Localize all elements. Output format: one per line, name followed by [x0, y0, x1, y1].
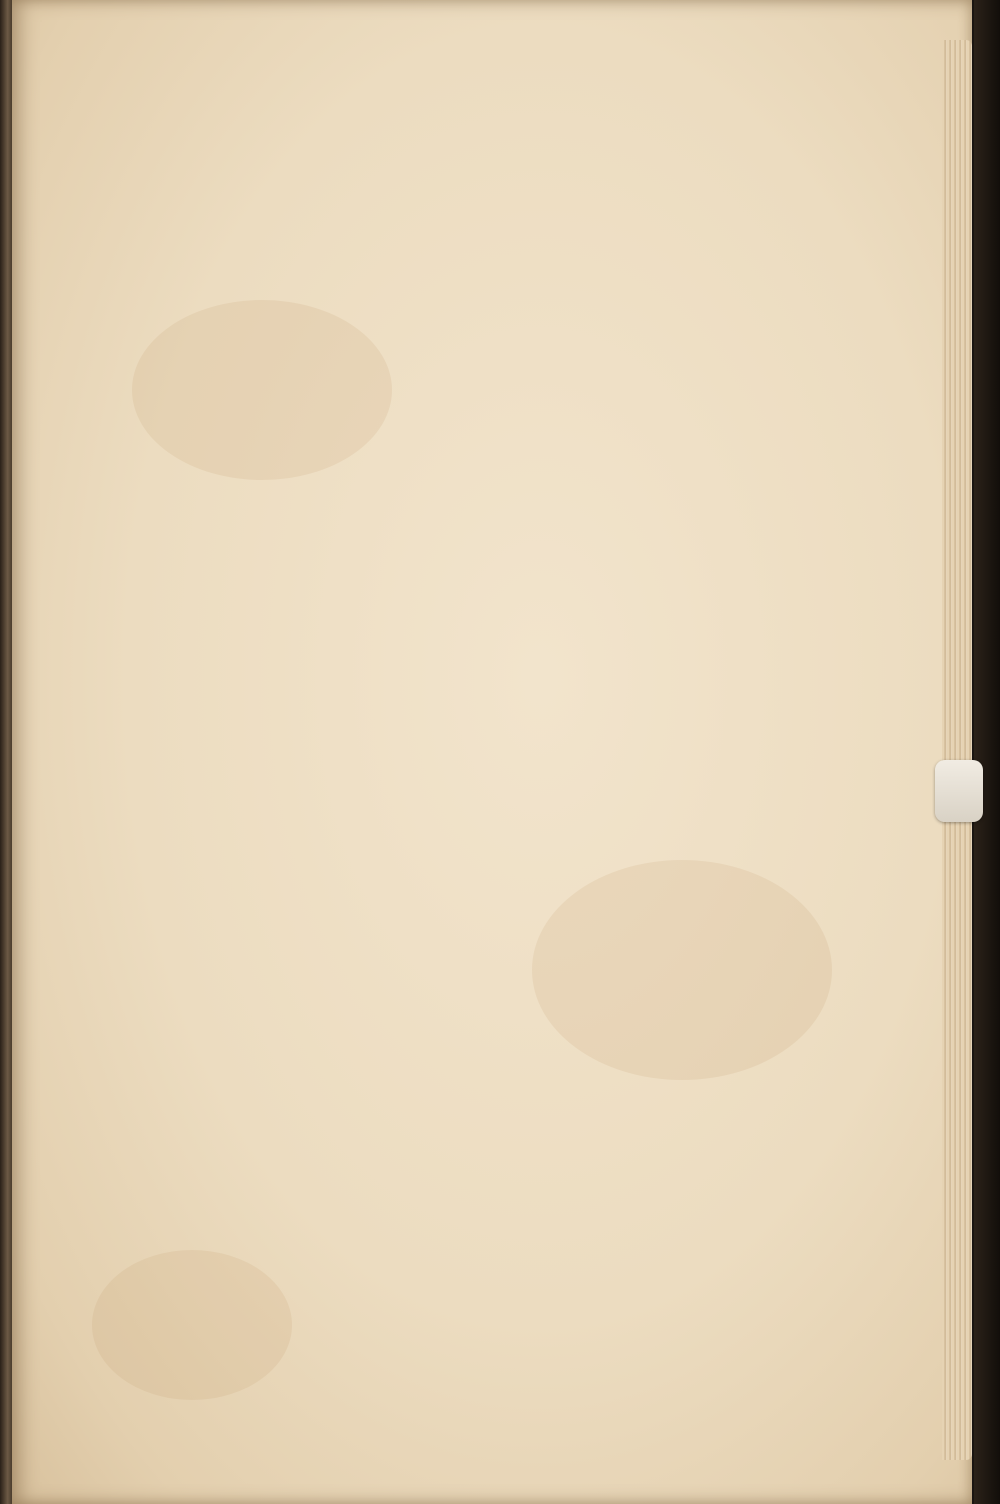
page-leaf-edges	[942, 40, 972, 1460]
right-dark-margin	[974, 0, 1000, 1504]
bookmark-tab	[935, 760, 983, 822]
manuscript-page	[12, 0, 972, 1504]
manuscript-text-block	[92, 150, 932, 1340]
